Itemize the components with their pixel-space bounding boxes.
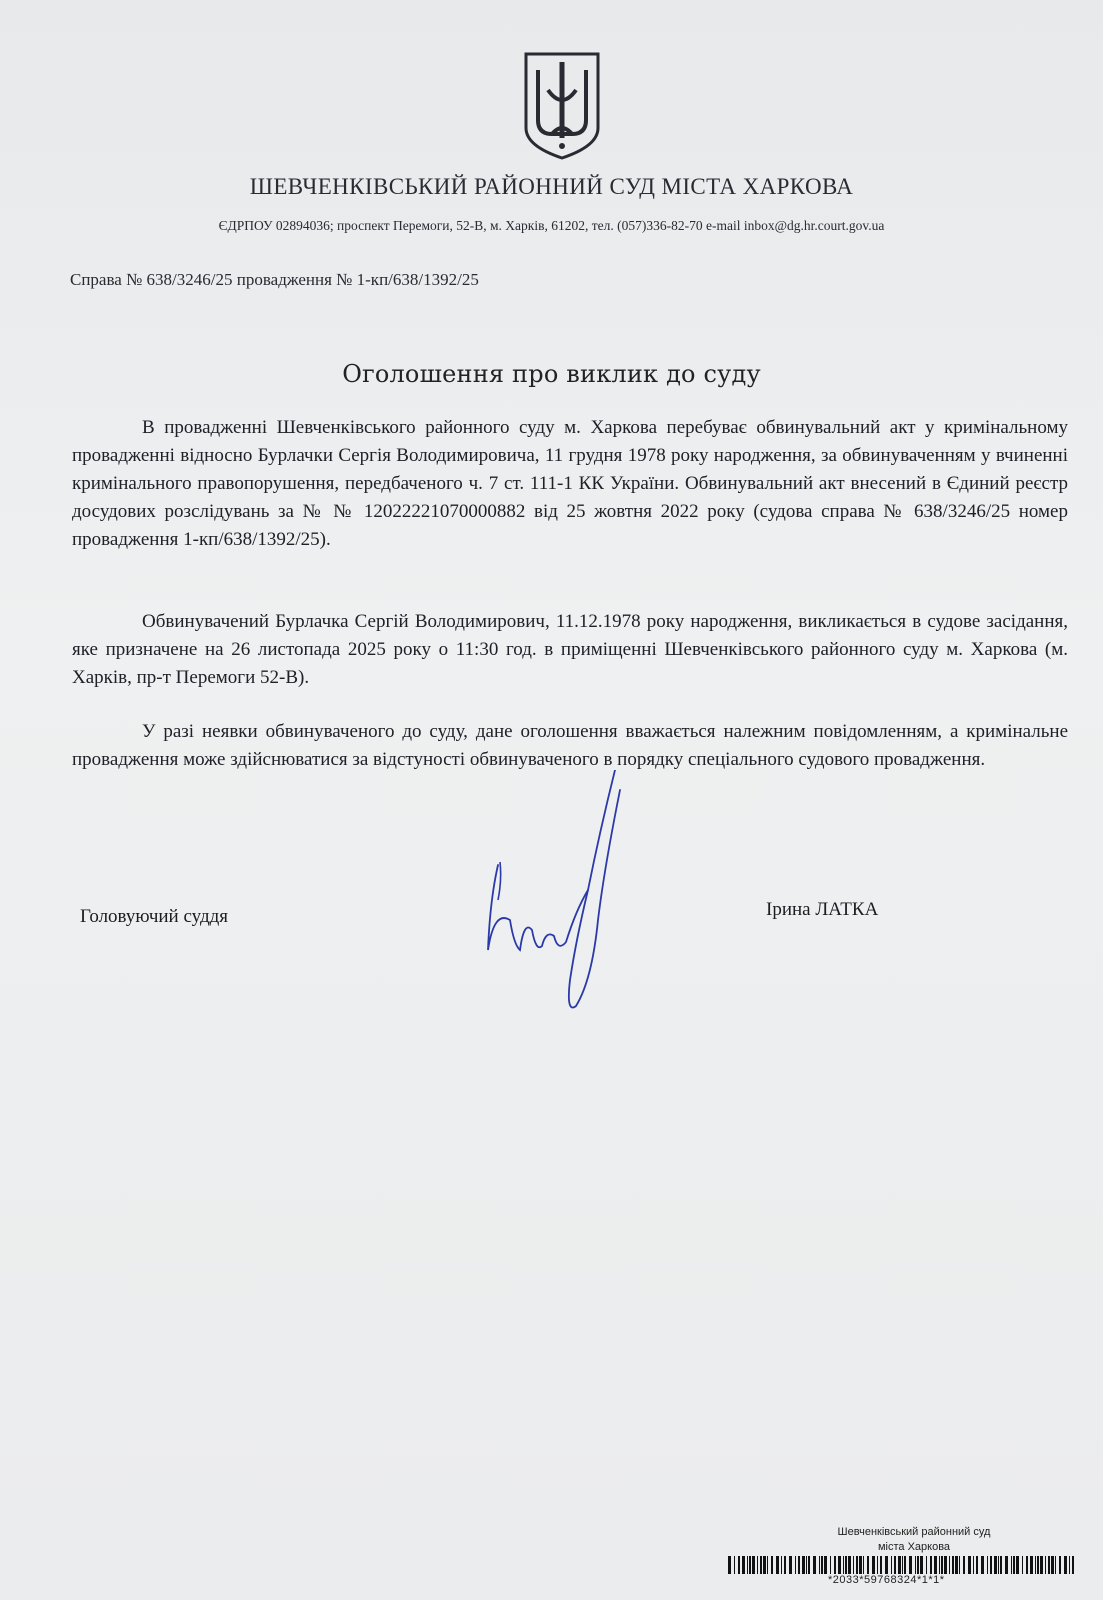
paragraph-indictment: В провадженні Шевченківського районного суду м. Харкова перебуває обвинувальний акт у кримінальному провадженні відносно Бурлачки Сергія Володимировича, 11 грудня 1978 року народження, за обвинуваченням у вчиненні кримінального правопорушення, передбаченого ч. 7 ст. 111-1 КК України. Обвинувальний акт внесений в Єдиний реєстр досудових розслідувань за № № 12022221070000882 від 25 жовтня 2022 року (судова справа № 638/3246/25 номер провадження 1-кп/638/1392/25).: [72, 417, 1068, 550]
barcode-number: *2033*59768324*1*1*: [828, 1574, 945, 1586]
paragraph-summons: Обвинувачений Бурлачка Сергій Володимирович, 11.12.1978 року народження, викликається в судове засідання, яке призначене на 26 листопада 2025 року о 11:30 год. в приміщенні Шевченківського районного суду м. Харкова (м. Харків, пр-т Перемоги 52-В).: [72, 611, 1068, 688]
court-name: ШЕВЧЕНКІВСЬКИЙ РАЙОННИЙ СУД МІСТА ХАРКОВА: [249, 174, 854, 199]
trident-emblem-icon: [522, 50, 602, 162]
barcode: [728, 1556, 1078, 1574]
stamp-court-line: Шевченківський районний суд: [837, 1526, 991, 1538]
signer-role: Головуючий суддя: [80, 906, 229, 927]
document-title: Оголошення про виклик до суду: [342, 360, 761, 388]
signer-name: Ірина ЛАТКА: [766, 899, 879, 920]
case-reference: Справа № 638/3246/25 провадження № 1-кп/638/1392/25: [70, 270, 479, 289]
handwritten-signature: [480, 770, 650, 1030]
paragraph-nonappearance: У разі неявки обвинуваченого до суду, дане оголошення вважається належним повідомленням, а кримінальне провадження може здійснюватися за відстуності обвинуваченого в порядку спеціального судового провадження.: [72, 721, 1068, 770]
court-contacts: ЄДРПОУ 02894036; проспект Перемоги, 52-В, м. Харків, 61202, тел. (057)336-82-70 e-mail inbox@dg.hr.court.gov.ua: [218, 218, 885, 233]
stamp-city-line: міста Харкова: [877, 1541, 951, 1553]
registry-stamp: [728, 1524, 1078, 1600]
